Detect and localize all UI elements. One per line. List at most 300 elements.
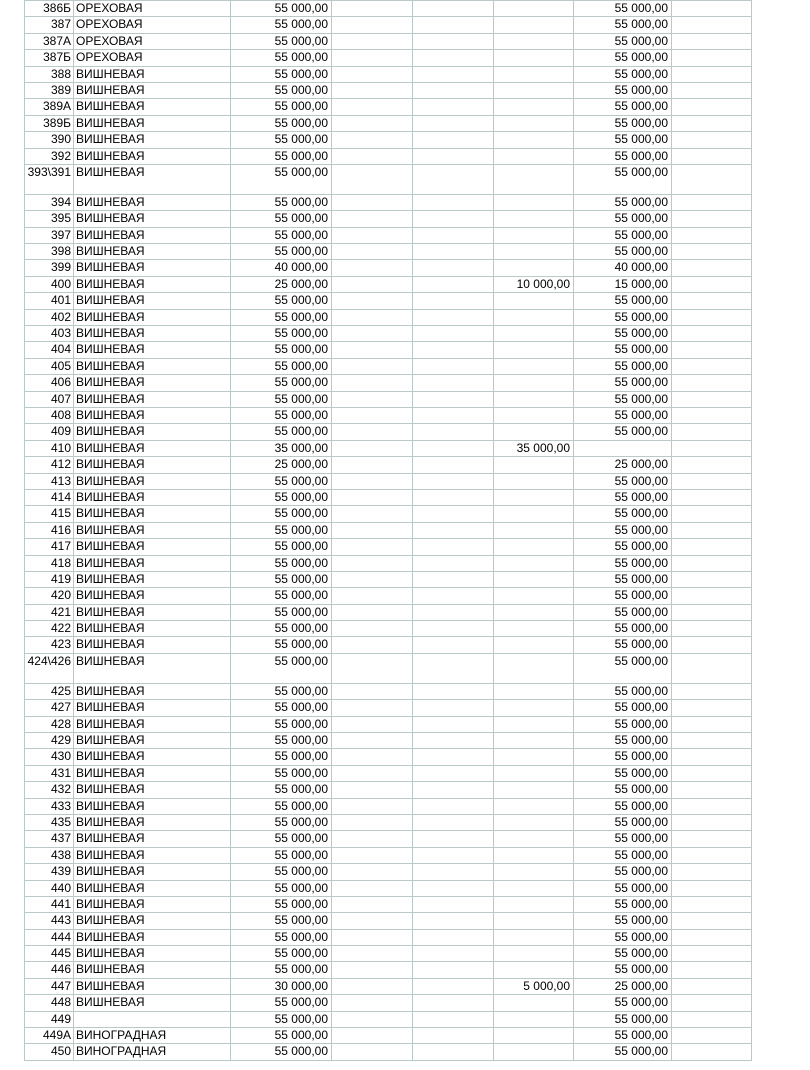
plot-number-cell: 423 [25, 637, 74, 653]
table-row [25, 309, 752, 325]
empty-cell [413, 929, 494, 945]
empty-cell [332, 375, 413, 391]
plot-number-cell: 389 [25, 82, 74, 98]
amount-cell: 55 000,00 [231, 407, 332, 423]
amount-cell: 55 000,00 [231, 946, 332, 962]
paid-cell [494, 913, 574, 929]
amount-cell: 55 000,00 [231, 1044, 332, 1060]
empty-cell [332, 66, 413, 82]
street-cell: ВИШНЕВАЯ [74, 539, 231, 555]
empty-cell [332, 539, 413, 555]
empty-cell [332, 358, 413, 374]
plot-number-cell: 443 [25, 913, 74, 929]
street-cell: ВИШНЕВАЯ [74, 637, 231, 653]
empty-cell [332, 700, 413, 716]
table-row [25, 896, 752, 912]
empty-cell [413, 765, 494, 781]
empty-cell [672, 260, 752, 276]
empty-cell [672, 1, 752, 17]
empty-cell [332, 115, 413, 131]
empty-cell [672, 99, 752, 115]
amount-cell: 55 000,00 [231, 82, 332, 98]
empty-cell [413, 733, 494, 749]
amount-cell: 55 000,00 [231, 391, 332, 407]
table-row [25, 831, 752, 847]
plot-number-cell: 421 [25, 604, 74, 620]
table-row [25, 1028, 752, 1044]
street-cell: ВИШНЕВАЯ [74, 309, 231, 325]
amount-cell: 55 000,00 [231, 700, 332, 716]
plot-number-cell: 425 [25, 683, 74, 699]
table-row [25, 391, 752, 407]
paid-cell [494, 1, 574, 17]
balance-cell: 55 000,00 [574, 50, 672, 66]
empty-cell [672, 946, 752, 962]
amount-cell: 55 000,00 [231, 1028, 332, 1044]
empty-cell [672, 473, 752, 489]
plot-number-cell: 404 [25, 342, 74, 358]
paid-cell [494, 995, 574, 1011]
table-row [25, 276, 752, 292]
street-cell: ВИШНЕВАЯ [74, 66, 231, 82]
paid-cell [494, 309, 574, 325]
plot-number-cell: 415 [25, 506, 74, 522]
empty-cell [332, 683, 413, 699]
balance-cell: 55 000,00 [574, 227, 672, 243]
plot-number-cell: 398 [25, 244, 74, 260]
empty-cell [332, 995, 413, 1011]
table-row [25, 342, 752, 358]
street-cell: ВИШНЕВАЯ [74, 946, 231, 962]
street-cell: ВИШНЕВАЯ [74, 962, 231, 978]
street-cell: ОРЕХОВАЯ [74, 1, 231, 17]
plot-number-cell: 387А [25, 33, 74, 49]
plot-number-cell: 450 [25, 1044, 74, 1060]
street-cell: ВИШНЕВАЯ [74, 880, 231, 896]
plot-number-cell: 393\391 [25, 164, 74, 194]
street-cell: ОРЕХОВАЯ [74, 17, 231, 33]
amount-cell: 55 000,00 [231, 489, 332, 505]
table-row [25, 424, 752, 440]
table-row [25, 1011, 752, 1027]
paid-cell [494, 782, 574, 798]
street-cell: ОРЕХОВАЯ [74, 50, 231, 66]
plot-number-cell: 445 [25, 946, 74, 962]
table-row [25, 880, 752, 896]
empty-cell [672, 700, 752, 716]
empty-cell [413, 99, 494, 115]
empty-cell [413, 749, 494, 765]
empty-cell [332, 407, 413, 423]
empty-cell [413, 814, 494, 830]
empty-cell [332, 555, 413, 571]
balance-cell: 55 000,00 [574, 539, 672, 555]
empty-cell [672, 749, 752, 765]
empty-cell [413, 407, 494, 423]
empty-cell [672, 309, 752, 325]
amount-cell: 55 000,00 [231, 653, 332, 683]
street-cell: ВИШНЕВАЯ [74, 571, 231, 587]
amount-cell: 55 000,00 [231, 604, 332, 620]
table-row [25, 115, 752, 131]
table-row [25, 798, 752, 814]
empty-cell [332, 1044, 413, 1060]
paid-cell [494, 66, 574, 82]
empty-cell [413, 588, 494, 604]
paid-cell [494, 588, 574, 604]
balance-cell: 55 000,00 [574, 621, 672, 637]
plot-number-cell: 441 [25, 896, 74, 912]
street-cell: ВИШНЕВАЯ [74, 342, 231, 358]
empty-cell [413, 683, 494, 699]
table-row [25, 33, 752, 49]
empty-cell [672, 995, 752, 1011]
empty-cell [413, 115, 494, 131]
table-row [25, 293, 752, 309]
table-row [25, 99, 752, 115]
amount-cell: 55 000,00 [231, 733, 332, 749]
street-cell [74, 1011, 231, 1027]
empty-cell [672, 164, 752, 194]
paid-cell [494, 864, 574, 880]
empty-cell [672, 653, 752, 683]
balance-cell: 55 000,00 [574, 358, 672, 374]
paid-cell [494, 716, 574, 732]
empty-cell [413, 798, 494, 814]
empty-cell [413, 489, 494, 505]
amount-cell: 55 000,00 [231, 293, 332, 309]
empty-cell [672, 342, 752, 358]
balance-cell: 25 000,00 [574, 978, 672, 994]
empty-cell [332, 962, 413, 978]
balance-cell: 55 000,00 [574, 588, 672, 604]
balance-cell: 55 000,00 [574, 814, 672, 830]
paid-cell [494, 555, 574, 571]
plot-number-cell: 417 [25, 539, 74, 555]
empty-cell [332, 244, 413, 260]
street-cell: ВИШНЕВАЯ [74, 260, 231, 276]
table-row [25, 407, 752, 423]
empty-cell [332, 1028, 413, 1044]
table-row [25, 66, 752, 82]
empty-cell [672, 211, 752, 227]
amount-cell: 55 000,00 [231, 375, 332, 391]
empty-cell [672, 555, 752, 571]
plot-number-cell: 392 [25, 148, 74, 164]
table-row [25, 539, 752, 555]
empty-cell [413, 260, 494, 276]
amount-cell: 55 000,00 [231, 880, 332, 896]
plot-number-cell: 390 [25, 132, 74, 148]
balance-cell: 55 000,00 [574, 831, 672, 847]
paid-cell [494, 1028, 574, 1044]
table-row [25, 683, 752, 699]
paid-cell [494, 522, 574, 538]
balance-cell: 55 000,00 [574, 375, 672, 391]
empty-cell [332, 276, 413, 292]
balance-cell: 55 000,00 [574, 864, 672, 880]
table-row [25, 358, 752, 374]
plot-number-cell: 428 [25, 716, 74, 732]
balance-cell: 55 000,00 [574, 407, 672, 423]
paid-cell [494, 847, 574, 863]
empty-cell [332, 798, 413, 814]
balance-cell: 55 000,00 [574, 716, 672, 732]
empty-cell [332, 33, 413, 49]
empty-cell [672, 637, 752, 653]
empty-cell [672, 115, 752, 131]
empty-cell [672, 457, 752, 473]
empty-cell [332, 50, 413, 66]
street-cell: ВИШНЕВАЯ [74, 522, 231, 538]
plot-number-cell: 431 [25, 765, 74, 781]
amount-cell: 55 000,00 [231, 194, 332, 210]
table-row [25, 555, 752, 571]
balance-cell: 55 000,00 [574, 765, 672, 781]
empty-cell [332, 148, 413, 164]
balance-cell: 55 000,00 [574, 700, 672, 716]
amount-cell: 55 000,00 [231, 637, 332, 653]
empty-cell [672, 847, 752, 863]
amount-cell: 55 000,00 [231, 66, 332, 82]
street-cell: ВИШНЕВАЯ [74, 407, 231, 423]
paid-cell [494, 342, 574, 358]
empty-cell [672, 831, 752, 847]
empty-cell [413, 194, 494, 210]
paid-cell [494, 896, 574, 912]
street-cell: ВИШНЕВАЯ [74, 913, 231, 929]
paid-cell [494, 391, 574, 407]
empty-cell [332, 194, 413, 210]
table-row [25, 244, 752, 260]
empty-cell [413, 782, 494, 798]
paid-cell [494, 457, 574, 473]
empty-cell [413, 539, 494, 555]
street-cell: ВИНОГРАДНАЯ [74, 1028, 231, 1044]
street-cell: ВИШНЕВАЯ [74, 604, 231, 620]
amount-cell: 55 000,00 [231, 929, 332, 945]
balance-cell: 55 000,00 [574, 1044, 672, 1060]
plot-number-cell: 403 [25, 326, 74, 342]
table-row [25, 506, 752, 522]
balance-cell: 55 000,00 [574, 164, 672, 194]
street-cell: ВИШНЕВАЯ [74, 473, 231, 489]
table-row [25, 765, 752, 781]
table-row [25, 929, 752, 945]
paid-cell [494, 683, 574, 699]
empty-cell [672, 293, 752, 309]
table-row [25, 440, 752, 456]
empty-cell [332, 847, 413, 863]
empty-cell [332, 637, 413, 653]
paid-cell: 35 000,00 [494, 440, 574, 456]
balance-cell: 55 000,00 [574, 66, 672, 82]
paid-cell [494, 227, 574, 243]
street-cell: ВИШНЕВАЯ [74, 326, 231, 342]
empty-cell [672, 375, 752, 391]
paid-cell [494, 244, 574, 260]
plot-number-cell: 406 [25, 375, 74, 391]
empty-cell [413, 457, 494, 473]
paid-cell [494, 765, 574, 781]
paid-cell [494, 814, 574, 830]
empty-cell [332, 522, 413, 538]
empty-cell [672, 716, 752, 732]
table-row [25, 211, 752, 227]
empty-cell [672, 962, 752, 978]
paid-cell [494, 604, 574, 620]
street-cell: ВИШНЕВАЯ [74, 211, 231, 227]
amount-cell: 55 000,00 [231, 506, 332, 522]
amount-cell: 55 000,00 [231, 1, 332, 17]
table-row [25, 733, 752, 749]
empty-cell [413, 913, 494, 929]
plot-number-cell: 416 [25, 522, 74, 538]
amount-cell: 55 000,00 [231, 765, 332, 781]
table-body [25, 1, 752, 1061]
table-row [25, 700, 752, 716]
amount-cell: 55 000,00 [231, 571, 332, 587]
paid-cell [494, 571, 574, 587]
plot-number-cell: 399 [25, 260, 74, 276]
amount-cell: 55 000,00 [231, 782, 332, 798]
amount-cell: 55 000,00 [231, 227, 332, 243]
empty-cell [332, 749, 413, 765]
street-cell: ВИШНЕВАЯ [74, 293, 231, 309]
table-row [25, 82, 752, 98]
plot-number-cell: 418 [25, 555, 74, 571]
street-cell: ВИШНЕВАЯ [74, 164, 231, 194]
empty-cell [413, 440, 494, 456]
plot-number-cell: 405 [25, 358, 74, 374]
empty-cell [332, 621, 413, 637]
paid-cell [494, 733, 574, 749]
empty-cell [413, 1011, 494, 1027]
balance-cell: 55 000,00 [574, 798, 672, 814]
empty-cell [413, 309, 494, 325]
balance-cell: 55 000,00 [574, 733, 672, 749]
table-row [25, 913, 752, 929]
empty-cell [332, 99, 413, 115]
table-row [25, 50, 752, 66]
street-cell: ВИШНЕВАЯ [74, 358, 231, 374]
balance-cell: 55 000,00 [574, 1011, 672, 1027]
amount-cell: 40 000,00 [231, 260, 332, 276]
empty-cell [672, 276, 752, 292]
amount-cell: 55 000,00 [231, 326, 332, 342]
street-cell: ВИШНЕВАЯ [74, 995, 231, 1011]
balance-cell: 55 000,00 [574, 342, 672, 358]
street-cell: ВИШНЕВАЯ [74, 978, 231, 994]
plot-number-cell: 387 [25, 17, 74, 33]
street-cell: ВИШНЕВАЯ [74, 115, 231, 131]
balance-cell: 55 000,00 [574, 604, 672, 620]
amount-cell: 25 000,00 [231, 457, 332, 473]
plot-number-cell: 430 [25, 749, 74, 765]
paid-cell [494, 1044, 574, 1060]
empty-cell [332, 342, 413, 358]
empty-cell [413, 244, 494, 260]
empty-cell [332, 946, 413, 962]
plot-number-cell: 419 [25, 571, 74, 587]
empty-cell [332, 814, 413, 830]
empty-cell [413, 571, 494, 587]
balance-cell: 55 000,00 [574, 749, 672, 765]
balance-cell: 55 000,00 [574, 880, 672, 896]
table-row [25, 326, 752, 342]
street-cell: ВИШНЕВАЯ [74, 424, 231, 440]
balance-cell: 40 000,00 [574, 260, 672, 276]
amount-cell: 55 000,00 [231, 683, 332, 699]
street-cell: ВИШНЕВАЯ [74, 621, 231, 637]
plot-number-cell: 408 [25, 407, 74, 423]
paid-cell [494, 260, 574, 276]
plot-number-cell: 422 [25, 621, 74, 637]
empty-cell [413, 978, 494, 994]
balance-cell: 55 000,00 [574, 913, 672, 929]
street-cell: ВИШНЕВАЯ [74, 555, 231, 571]
empty-cell [332, 765, 413, 781]
paid-cell [494, 115, 574, 131]
empty-cell [413, 637, 494, 653]
plot-number-cell: 447 [25, 978, 74, 994]
empty-cell [672, 522, 752, 538]
balance-cell: 55 000,00 [574, 782, 672, 798]
table-row [25, 621, 752, 637]
empty-cell [413, 522, 494, 538]
empty-cell [332, 913, 413, 929]
paid-cell [494, 749, 574, 765]
empty-cell [413, 164, 494, 194]
street-cell: ВИШНЕВАЯ [74, 391, 231, 407]
empty-cell [413, 211, 494, 227]
empty-cell [413, 962, 494, 978]
amount-cell: 55 000,00 [231, 244, 332, 260]
balance-cell: 55 000,00 [574, 1, 672, 17]
plot-number-cell: 439 [25, 864, 74, 880]
amount-cell: 55 000,00 [231, 913, 332, 929]
empty-cell [332, 588, 413, 604]
empty-cell [413, 995, 494, 1011]
amount-cell: 55 000,00 [231, 1011, 332, 1027]
empty-cell [672, 765, 752, 781]
empty-cell [672, 244, 752, 260]
empty-cell [672, 539, 752, 555]
empty-cell [672, 1011, 752, 1027]
empty-cell [672, 227, 752, 243]
empty-cell [672, 782, 752, 798]
empty-cell [332, 716, 413, 732]
plot-number-cell: 389Б [25, 115, 74, 131]
empty-cell [413, 391, 494, 407]
balance-cell: 55 000,00 [574, 148, 672, 164]
table-row [25, 227, 752, 243]
table-row [25, 814, 752, 830]
street-cell: ВИШНЕВАЯ [74, 765, 231, 781]
empty-cell [413, 132, 494, 148]
amount-cell: 55 000,00 [231, 148, 332, 164]
amount-cell: 55 000,00 [231, 309, 332, 325]
plot-number-cell: 446 [25, 962, 74, 978]
street-cell: ВИШНЕВАЯ [74, 798, 231, 814]
empty-cell [332, 309, 413, 325]
empty-cell [672, 683, 752, 699]
empty-cell [332, 782, 413, 798]
paid-cell [494, 194, 574, 210]
street-cell: ВИШНЕВАЯ [74, 132, 231, 148]
empty-cell [413, 50, 494, 66]
empty-cell [332, 473, 413, 489]
